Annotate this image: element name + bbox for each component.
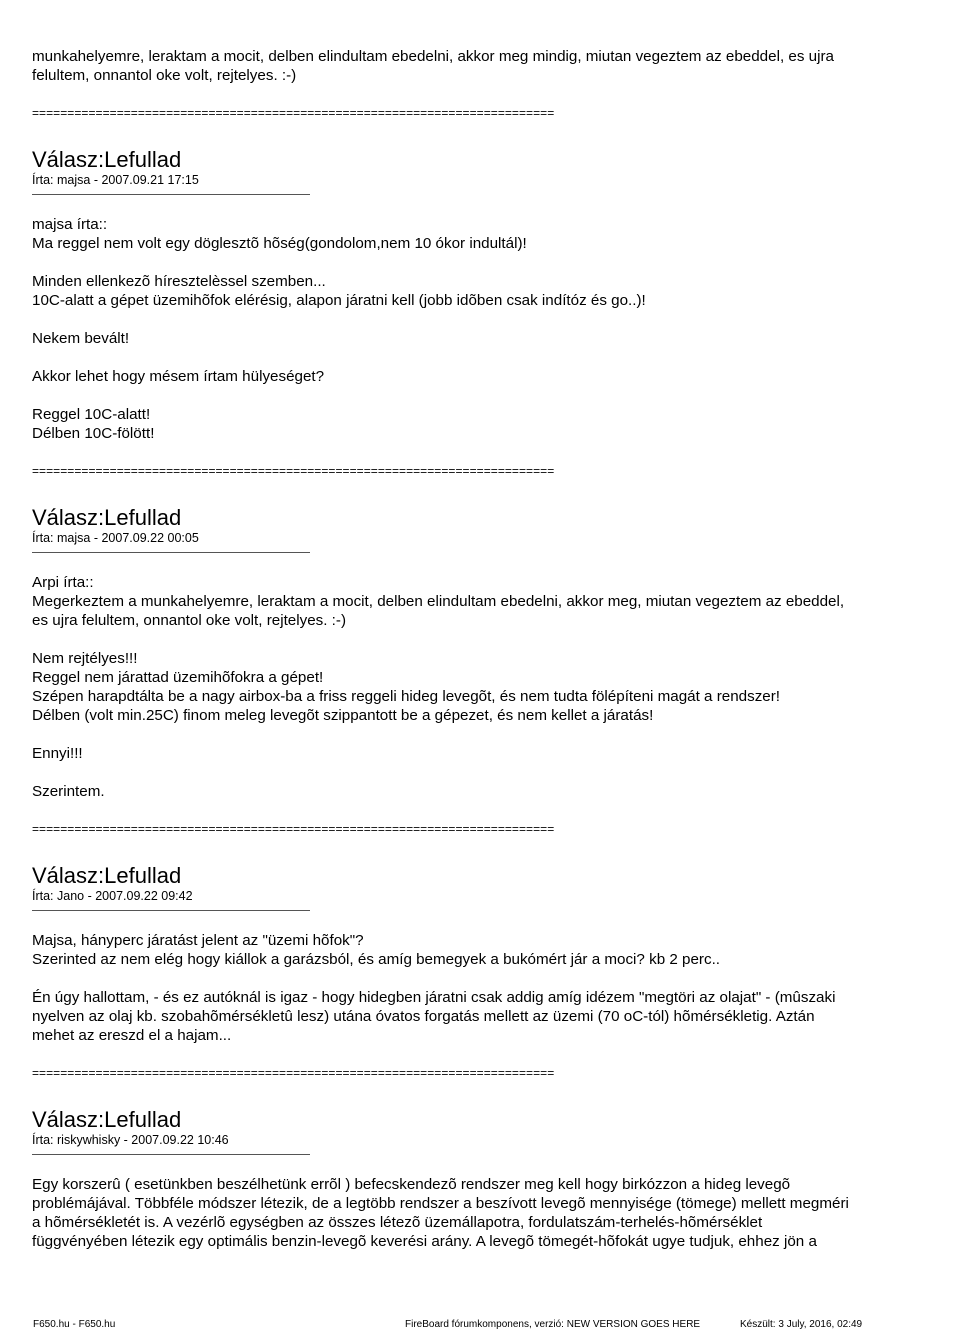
post-line: Szépen harapdtálta be a nagy airbox-ba a friss reggeli hideg levegõt, és nem tudta fölépíteni magát a rendszer! — [32, 688, 781, 705]
post-line: Akkor lehet hogy mésem írtam hülyeséget? — [32, 368, 325, 385]
post-line: Szerinted az nem elég hogy kiállok a garázsból, és amíg bemegyek a bukómért jár a moci? kb 2 perc.. — [32, 951, 721, 968]
post-line — [32, 725, 932, 744]
post-line — [32, 969, 932, 988]
forum-post — [32, 478, 932, 836]
post-meta: Írta: riskywhisky - 2007.09.22 10:46 — [32, 1133, 229, 1147]
post-title: Válasz:Lefullad — [32, 147, 182, 172]
post-line: Majsa, hányperc járatást jelent az "üzemi hõfok"? — [32, 932, 364, 949]
post-line: a hõmérsékletét is. A vezérlõ egységben az összes létezõ üzemállapotra, fordulatszám-terhelés-hõmérséklet — [32, 1214, 763, 1231]
post-line — [32, 630, 932, 649]
footer-generated: Készült: 3 July, 2016, 02:49 — [740, 1319, 863, 1330]
post-line: Szerintem. — [32, 783, 105, 800]
post-body — [32, 215, 932, 443]
intro-line: munkahelyemre, leraktam a mocit, delben elindultam ebedelni, akkor meg mindig, miutan vegeztem az ebeddel, es ujra — [32, 48, 834, 65]
post-line — [32, 348, 932, 367]
post-line: Ennyi!!! — [32, 745, 83, 762]
post-line — [32, 253, 932, 272]
post-line: Délben (volt min.25C) finom meleg levegõt szippantott be a gépezet, és nem kellet a járatás! — [32, 707, 654, 724]
post-line: Megerkeztem a munkahelyemre, leraktam a mocit, delben elindultam ebedelni, akkor meg, miutan vegeztem az ebeddel, — [32, 593, 845, 610]
separator: ========================================================================== — [32, 822, 555, 836]
page-footer — [0, 1317, 960, 1332]
post-line: Egy korszerû ( esetünkben beszélhetünk errõl ) befecskendezõ rendszer meg kell hogy birkózzon a hideg levegõ — [32, 1176, 791, 1193]
post-line: Ma reggel nem volt egy döglesztõ hõség(gondolom,nem 10 ókor indultál)! — [32, 235, 527, 252]
post-meta: Írta: majsa - 2007.09.22 00:05 — [32, 531, 199, 545]
post-line: Nem rejtélyes!!! — [32, 650, 138, 667]
post-line: 10C-alatt a gépet üzemihõfok elérésig, alapon járatni kell (jobb idõben csak indítóz és go..)! — [32, 292, 646, 309]
post-line: majsa írta:: — [32, 216, 108, 233]
post-meta: Írta: Jano - 2007.09.22 09:42 — [32, 889, 193, 903]
post-line: Nekem bevált! — [32, 330, 130, 347]
post-line — [32, 386, 932, 405]
posts-list — [32, 120, 932, 1251]
post-line — [32, 310, 932, 329]
page-content — [32, 47, 932, 1251]
post-line: es ujra felultem, onnantol oke volt, rejtelyes. :-) — [32, 612, 347, 629]
post-line: Reggel 10C-alatt! — [32, 406, 151, 423]
intro-line: felultem, onnantol oke volt, rejtelyes. :-) — [32, 67, 297, 84]
post-title: Válasz:Lefullad — [32, 1107, 182, 1132]
post-line: mehet az ereszd el a hajam... — [32, 1027, 232, 1044]
post-line: Délben 10C-fölött! — [32, 425, 155, 442]
forum-post — [32, 836, 932, 1080]
separator: ========================================================================== — [32, 464, 555, 478]
post-body — [32, 1175, 932, 1251]
post-line: nyelven az olaj kb. szobahõmérsékletû lesz) utána óvatos forgatás mellett az üzemi (70 oC-tól) hõmérsékletig. Aztán — [32, 1008, 815, 1025]
separator: ========================================================================== — [32, 106, 555, 120]
footer-site: F650.hu - F650.hu — [33, 1319, 116, 1330]
post-body — [32, 931, 932, 1045]
post-line: Arpi írta:: — [32, 574, 94, 591]
post-line — [32, 763, 932, 782]
intro-text — [32, 47, 932, 85]
post-line: Én úgy hallottam, - és ez autóknál is igaz - hogy hidegben járatni csak addig amíg idézem "megtöri az olajat" - (mûszaki — [32, 989, 836, 1006]
post-title: Válasz:Lefullad — [32, 863, 182, 888]
footer-component: FireBoard fórumkomponens, verzió: NEW VERSION GOES HERE — [405, 1319, 701, 1330]
forum-post — [32, 120, 932, 478]
post-line: Reggel nem járattad üzemihõfokra a gépet! — [32, 669, 324, 686]
post-title: Válasz:Lefullad — [32, 505, 182, 530]
post-line: függvényében létezik egy optimális benzin-levegõ keverési arány. A levegõ tömegét-hõfokát ugye tudjuk, ehhez jön a — [32, 1233, 817, 1250]
post-line: problémájával. Többféle módszer létezik, de a legtöbb rendszer a beszívott levegõ mennyisége (tömege) mellett megméri — [32, 1195, 849, 1212]
separator: ========================================================================== — [32, 1066, 555, 1080]
post-meta: Írta: majsa - 2007.09.21 17:15 — [32, 173, 199, 187]
forum-post — [32, 1080, 932, 1251]
post-line: Minden ellenkezõ híresztelèssel szemben... — [32, 273, 326, 290]
post-body — [32, 573, 932, 801]
